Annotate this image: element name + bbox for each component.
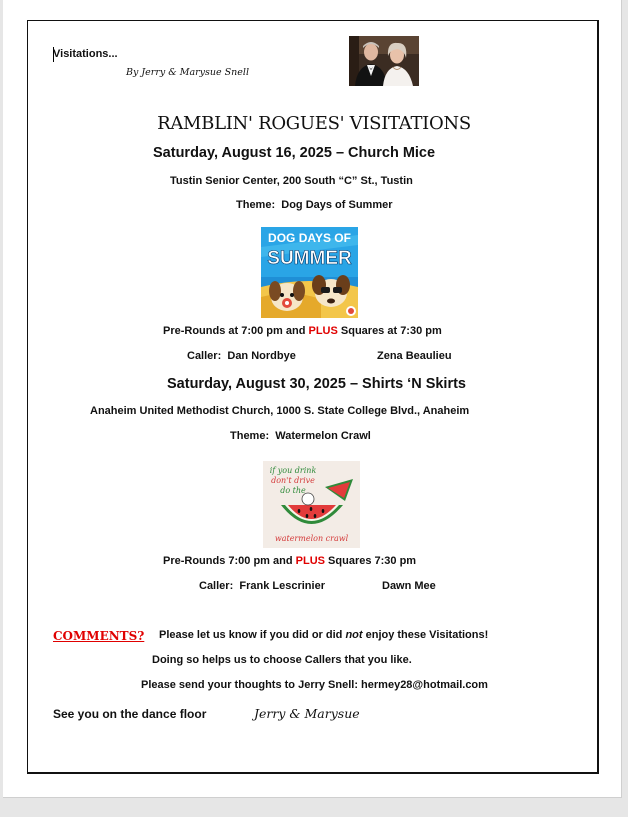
event1-prerounds: Pre-Rounds at 7:00 pm and: [163, 325, 306, 337]
comments-pre: Please let us know if you did or did: [159, 629, 343, 641]
event1-caller: [187, 350, 296, 362]
event1-separator: –: [335, 145, 345, 161]
event1-theme-label: Theme:: [236, 199, 276, 211]
dog-days-icon: [261, 227, 358, 318]
event1-venue: Tustin Senior Center, 200 South “C” St., Tustin: [170, 175, 413, 187]
event1-theme-value: Dog Days of Summer: [281, 199, 393, 211]
event2-club: Shirts ‘N Skirts: [362, 376, 466, 392]
byline: By Jerry & Marysue Snell: [126, 67, 250, 78]
event2-schedule: [163, 555, 416, 567]
watermelon-line1: if you drink: [269, 466, 317, 475]
event1-cuer: Zena Beaulieu: [377, 350, 452, 362]
event2-theme-value: Watermelon Crawl: [275, 430, 371, 442]
event2-squares: Squares 7:30 pm: [328, 555, 417, 567]
help-text: Doing so helps us to choose Callers that you like.: [152, 654, 412, 666]
event2-date: Saturday, August 30, 2025: [167, 376, 346, 392]
send-thoughts-text: Please send your thoughts to Jerry Snell: hermey28@hotmail.com: [141, 679, 488, 691]
event2-cuer: Dawn Mee: [382, 580, 436, 592]
event1-squares: Squares at 7:30 pm: [340, 325, 442, 337]
comments-post: enjoy these Visitations!: [365, 629, 489, 641]
event2-caller-label: Caller:: [199, 580, 234, 592]
comments-label: COMMENTS?: [53, 629, 145, 643]
dog-days-title-top: DOG DAYS OF: [268, 231, 351, 245]
event2-plus: PLUS: [295, 555, 325, 567]
event2-theme-label: Theme:: [230, 430, 270, 442]
watermelon-line3: do the: [280, 486, 306, 495]
event2-prerounds: Pre-Rounds 7:00 pm and: [163, 555, 293, 567]
couple-photo: [349, 36, 419, 86]
comments-not: not: [345, 629, 363, 641]
event1-club: Church Mice: [348, 145, 436, 161]
event2-venue: Anaheim United Methodist Church, 1000 S. State College Blvd., Anaheim: [90, 405, 470, 417]
event1-schedule: [163, 325, 442, 337]
event1-plus: PLUS: [308, 325, 338, 337]
comments-text: [159, 629, 488, 641]
see-you-text: See you on the dance floor: [53, 707, 207, 721]
watermelon-line4: watermelon crawl: [274, 534, 349, 543]
event1-caller-label: Caller:: [187, 350, 222, 362]
event2-theme: [230, 430, 371, 442]
event2-heading: [167, 376, 466, 392]
dog-days-title-bottom: SUMMER: [267, 248, 352, 269]
event1-date: Saturday, August 16, 2025: [153, 145, 332, 161]
watermelon-crawl-image: [263, 461, 360, 548]
event1-caller-name: Dan Nordbye: [227, 350, 296, 362]
couple-photo-icon: [349, 36, 419, 86]
visitations-label: Visitations...: [53, 48, 118, 60]
event1-theme: [236, 199, 393, 211]
watermelon-line2: don't drive: [271, 476, 315, 485]
watermelon-icon: [263, 461, 360, 548]
event2-caller-name: Frank Lescrinier: [239, 580, 325, 592]
signature: Jerry & Marysue: [254, 706, 360, 721]
event2-separator: –: [349, 376, 359, 392]
dog-days-image: [261, 227, 358, 318]
event1-heading: [153, 145, 435, 161]
event2-caller: [199, 580, 325, 592]
page-title: RAMBLIN' ROGUES' VISITATIONS: [157, 113, 471, 134]
